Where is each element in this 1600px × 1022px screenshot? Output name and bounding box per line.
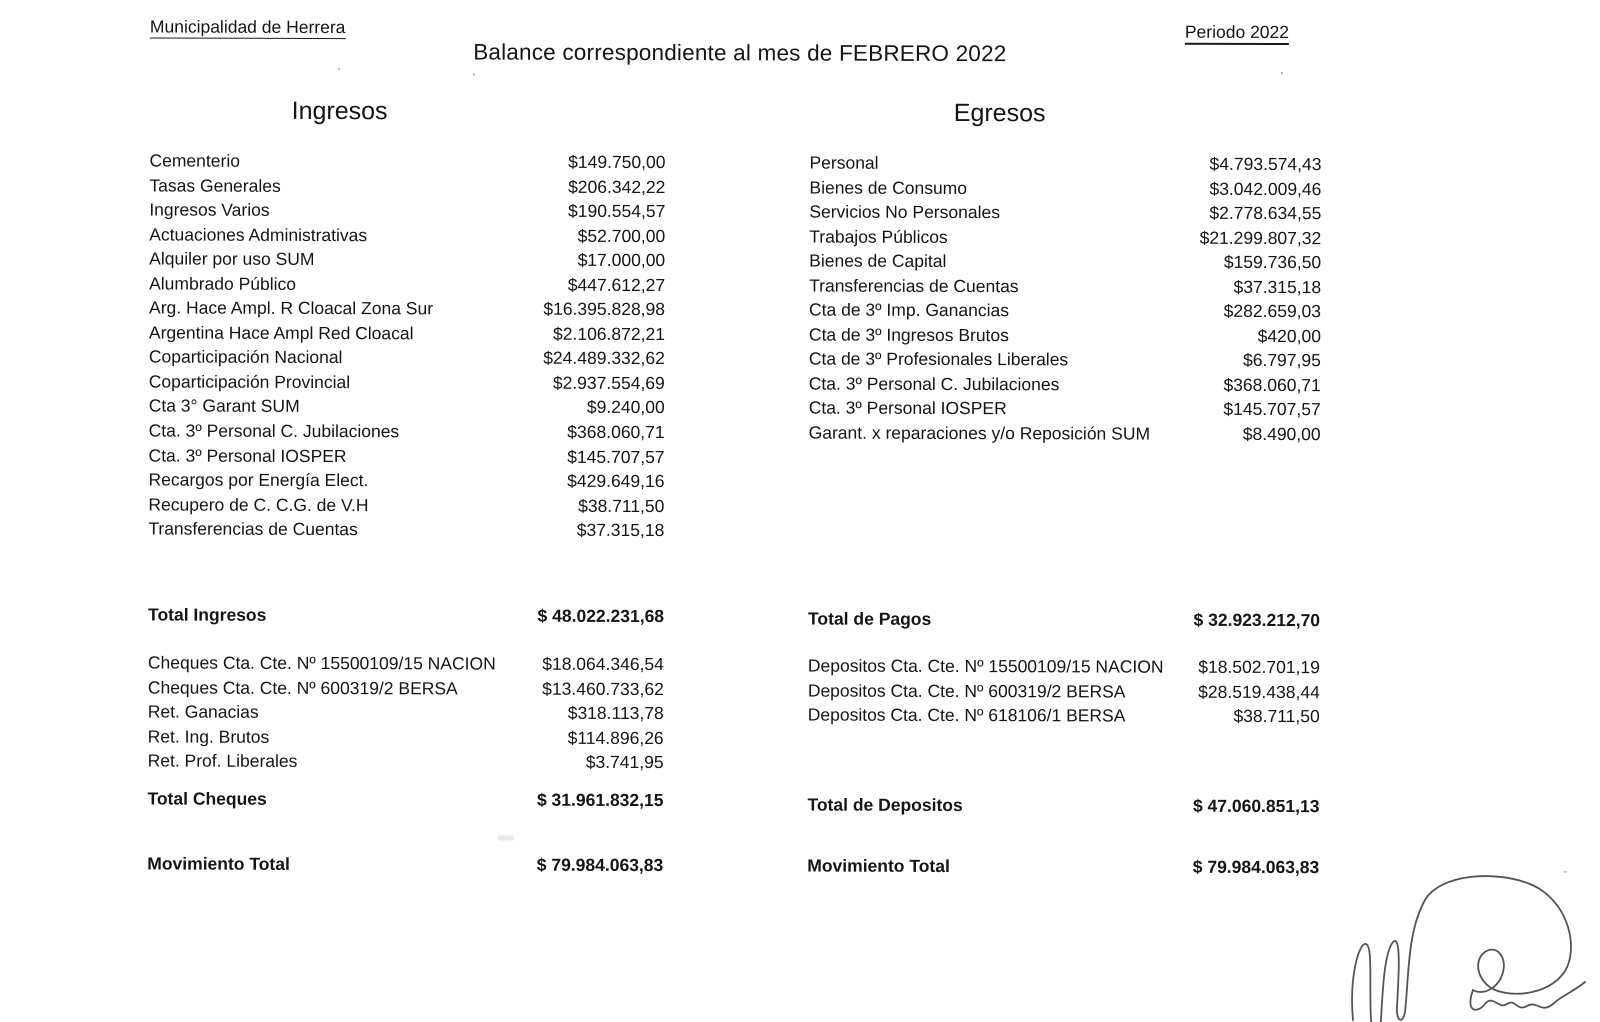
total-amount: $ 48.022.231,68: [537, 605, 665, 627]
item-amount: $190.554,57: [567, 200, 666, 222]
item-amount: $114.896,26: [567, 727, 664, 748]
egresos-row: [809, 175, 1321, 201]
item-label: Cta 3° Garant SUM: [148, 395, 300, 417]
item-label: Depositos Cta. Cte. Nº 15500109/15 NACION: [807, 655, 1164, 677]
item-amount: $18.064.346,54: [542, 653, 664, 675]
item-label: Recargos por Energía Elect.: [148, 469, 369, 491]
item-label: Argentina Hace Ampl Red Cloacal: [148, 322, 414, 344]
item-amount: $145.707,57: [1223, 399, 1321, 420]
item-label: Coparticipación Nacional: [148, 346, 343, 368]
item-label: Cementerio: [149, 150, 240, 171]
item-label: Depositos Cta. Cte. Nº 618106/1 BERSA: [807, 704, 1126, 726]
item-label: Trabajos Públicos: [809, 226, 948, 247]
item-amount: $13.460.733,62: [542, 678, 664, 699]
egresos-heading: Egresos: [953, 98, 1046, 128]
cheques-row: [148, 700, 664, 726]
egresos-row: [809, 421, 1321, 447]
total-amount: $ 79.984.063,83: [536, 854, 664, 876]
ingresos-row: [149, 271, 665, 297]
cheques-row: [148, 749, 664, 775]
scan-speck: [473, 73, 475, 75]
ingresos-row: [149, 173, 665, 199]
item-amount: $429.649,16: [567, 470, 665, 492]
item-label: Transferencias de Cuentas: [809, 275, 1019, 296]
item-amount: $38.711,50: [578, 495, 665, 516]
item-amount: $24.489.332,62: [543, 348, 665, 369]
item-label: Actuaciones Administrativas: [149, 224, 368, 245]
item-label: Cta. 3º Personal C. Jubilaciones: [148, 420, 400, 442]
ingresos-row: [149, 345, 665, 371]
ingresos-row: [149, 198, 665, 224]
item-amount: $447.612,27: [567, 274, 666, 295]
item-label: Ret. Ing. Brutos: [147, 726, 270, 747]
ingresos-row: [149, 369, 665, 395]
item-amount: $159.736,50: [1223, 252, 1322, 273]
total-label: Total Cheques: [147, 788, 267, 809]
item-label: Cheques Cta. Cte. Nº 15500109/15 NACION: [147, 652, 496, 674]
ingresos-row: [148, 517, 664, 543]
item-label: Cta de 3º Profesionales Liberales: [808, 348, 1069, 370]
total-amount: $ 47.060.851,13: [1192, 795, 1320, 817]
document-title: Balance correspondiente al mes de FEBRERO 2022: [473, 39, 1007, 67]
signature: [1345, 872, 1600, 1022]
item-amount: $4.793.574,43: [1209, 153, 1322, 175]
egresos-row: [809, 273, 1321, 299]
total-amount: $ 32.923.212,70: [1193, 609, 1321, 631]
egresos-row: [809, 200, 1321, 226]
item-amount: $2.106.872,21: [553, 323, 665, 344]
item-label: Cta de 3º Imp. Ganancias: [808, 299, 1010, 321]
movimiento-total-right-row: [807, 854, 1319, 881]
ingresos-row: [148, 492, 664, 518]
item-label: Tasas Generales: [149, 175, 281, 196]
item-amount: $420,00: [1257, 325, 1321, 346]
egresos-row: [809, 151, 1321, 177]
item-label: Alumbrado Público: [149, 273, 297, 294]
item-amount: $37.315,18: [1233, 276, 1322, 297]
item-amount: $6.797,95: [1242, 350, 1321, 371]
total-label: Movimiento Total: [147, 853, 290, 874]
item-label: Cta. 3º Personal IOSPER: [148, 445, 347, 466]
movimiento-total-left-row: [147, 851, 663, 878]
item-amount: $16.395.828,98: [543, 298, 666, 320]
total-label: Movimiento Total: [807, 855, 950, 876]
organization-name: Municipalidad de Herrera: [149, 16, 346, 38]
ingresos-row: [149, 320, 665, 346]
egresos-items-list: [809, 151, 1322, 447]
egresos-row: [809, 396, 1321, 422]
item-label: Ret. Ganacias: [147, 701, 259, 722]
item-amount: $318.113,78: [567, 702, 664, 724]
cheques-row: [148, 724, 664, 750]
item-amount: $282.659,03: [1223, 301, 1322, 322]
item-label: Recupero de C. C.G. de V.H: [148, 494, 369, 515]
item-label: Cta de 3º Ingresos Brutos: [808, 324, 1009, 345]
ingresos-row: [149, 394, 665, 420]
total-pagos-row: [808, 607, 1320, 634]
total-amount: $ 79.984.063,83: [1192, 856, 1320, 878]
egresos-row: [809, 347, 1321, 373]
item-amount: $8.490,00: [1242, 423, 1321, 445]
item-label: Bienes de Consumo: [809, 177, 968, 198]
scan-speck: [338, 68, 340, 70]
depositos-row: [808, 678, 1320, 704]
depositos-list: [808, 654, 1320, 729]
item-label: Cta. 3º Personal C. Jubilaciones: [808, 373, 1060, 395]
item-amount: $9.240,00: [586, 397, 665, 418]
item-amount: $18.502.701,19: [1198, 656, 1320, 678]
item-amount: $3.741,95: [585, 752, 664, 773]
item-label: Coparticipación Provincial: [148, 371, 351, 393]
total-amount: $ 31.961.832,15: [536, 789, 664, 811]
ingresos-row: [149, 222, 665, 248]
item-amount: $368.060,71: [567, 421, 665, 443]
item-label: Cheques Cta. Cte. Nº 600319/2 BERSA: [147, 677, 458, 698]
egresos-row: [809, 224, 1321, 250]
ingresos-row: [148, 468, 664, 494]
item-amount: $52.700,00: [577, 225, 666, 246]
egresos-row: [809, 371, 1321, 397]
item-label: Depositos Cta. Cte. Nº 600319/2 BERSA: [807, 680, 1126, 702]
item-amount: $2.937.554,69: [552, 372, 665, 394]
item-label: Cta. 3º Personal IOSPER: [808, 398, 1007, 419]
scan-speck: [1281, 72, 1283, 74]
ingresos-row: [149, 418, 665, 444]
ingresos-row: [149, 148, 665, 174]
total-label: Total de Depositos: [807, 794, 963, 816]
item-amount: $368.060,71: [1223, 374, 1321, 396]
item-amount: $145.707,57: [567, 446, 665, 467]
total-label: Total Ingresos: [148, 604, 267, 625]
item-amount: $38.711,50: [1233, 705, 1320, 727]
item-amount: $3.042.009,46: [1209, 178, 1322, 199]
item-label: Servicios No Personales: [809, 201, 1001, 223]
depositos-row: [808, 703, 1320, 729]
item-amount: $206.342,22: [568, 176, 666, 197]
item-amount: $149.750,00: [568, 151, 666, 173]
total-ingresos-row: [148, 602, 664, 629]
cheques-row: [148, 675, 664, 701]
egresos-row: [809, 298, 1321, 324]
item-amount: $28.519.438,44: [1198, 681, 1320, 702]
cheques-list: [148, 650, 664, 774]
total-depositos-row: [807, 793, 1319, 820]
total-label: Total de Pagos: [808, 608, 932, 629]
item-label: Alquiler por uso SUM: [149, 248, 315, 270]
scan-smudge: [497, 836, 513, 841]
ingresos-row: [149, 247, 665, 273]
item-label: Personal: [809, 152, 879, 173]
depositos-row: [808, 654, 1320, 680]
item-label: Transferencias de Cuentas: [148, 518, 358, 540]
ingresos-heading: Ingresos: [291, 96, 388, 126]
item-label: Ingresos Varios: [149, 199, 270, 220]
item-amount: $21.299.807,32: [1199, 227, 1322, 248]
cheques-row: [148, 650, 664, 676]
total-cheques-row: [147, 786, 663, 813]
ingresos-row: [149, 443, 665, 469]
period-label: Periodo 2022: [1185, 22, 1289, 45]
egresos-row: [809, 249, 1321, 275]
item-label: Garant. x reparaciones y/o Reposición SUM: [808, 422, 1151, 444]
signature-scrawl-icon: [1345, 872, 1600, 1022]
item-amount: $17.000,00: [577, 250, 666, 271]
item-amount: $37.315,18: [576, 520, 665, 541]
ingresos-row: [149, 296, 665, 322]
egresos-row: [809, 322, 1321, 348]
item-label: Ret. Prof. Liberales: [147, 750, 298, 772]
ingresos-items-list: [148, 148, 665, 542]
item-label: Bienes de Capital: [809, 250, 947, 272]
item-amount: $2.778.634,55: [1209, 202, 1322, 224]
item-label: Arg. Hace Ampl. R Cloacal Zona Sur: [149, 297, 434, 319]
